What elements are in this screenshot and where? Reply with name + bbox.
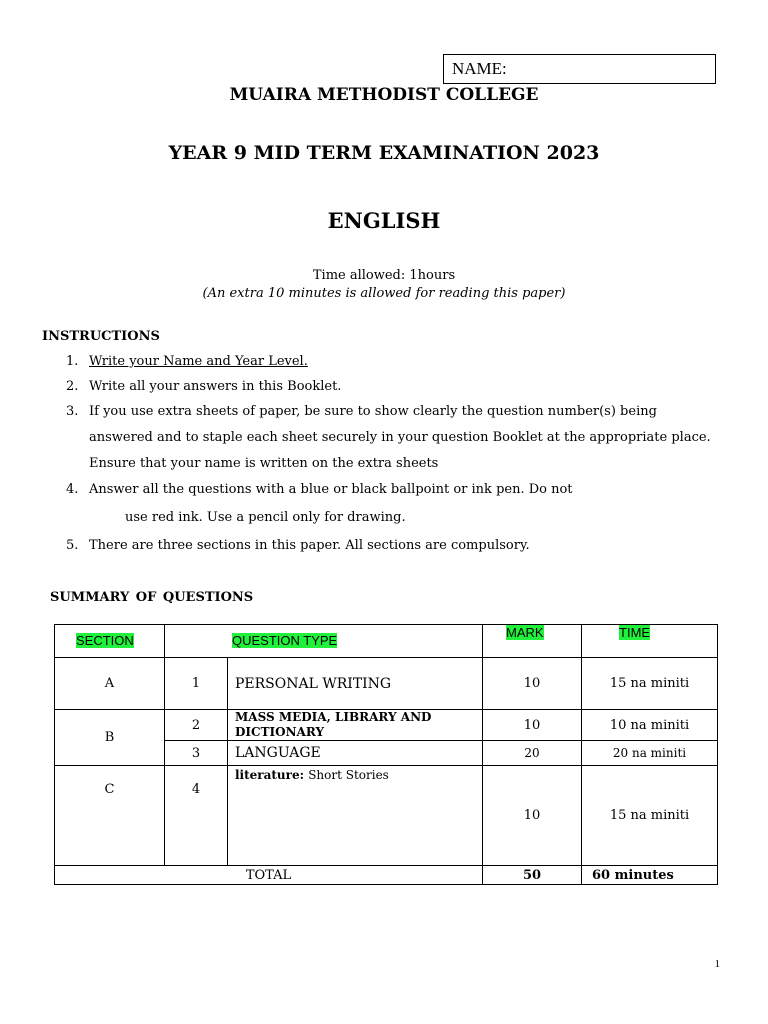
header-cell	[483, 625, 582, 658]
name-label: NAME:	[452, 59, 507, 78]
instruction-text: If you use extra sheets of paper, be sure to show clearly the question number(s) being	[89, 404, 657, 419]
question-number-cell: 3	[165, 741, 228, 766]
header-time: TIME	[619, 625, 651, 640]
subject-title: ENGLISH	[327, 208, 441, 233]
mark-cell: 10	[483, 766, 582, 866]
question-number-cell: 2	[165, 710, 228, 741]
exam-title: YEAR 9 MID TERM EXAMINATION 2023	[168, 142, 600, 164]
header-question-type: QUESTION TYPE	[232, 633, 338, 648]
total-mark-cell: 50	[483, 866, 582, 885]
instructions-heading: INSTRUCTIONS	[42, 329, 160, 344]
question-type-cell	[228, 766, 483, 866]
header-section: SECTION	[76, 633, 134, 648]
question-type-cell: LANGUAGE	[228, 741, 483, 766]
question-number-cell: 1	[165, 658, 228, 710]
mark-cell: 10	[483, 710, 582, 741]
instruction-number: 1.	[66, 354, 79, 369]
instruction-number: 5.	[66, 538, 79, 553]
instruction-text: Write your Name and Year Level.	[89, 354, 308, 369]
question-summary-table	[54, 624, 718, 885]
question-type-cell: MASS MEDIA, LIBRARY AND DICTIONARY	[228, 710, 483, 741]
section-cell: C	[55, 766, 165, 866]
header-cell	[582, 625, 718, 658]
header-mark: MARK	[506, 625, 544, 640]
table-row	[55, 766, 718, 866]
instruction-number: 4.	[66, 482, 79, 497]
summary-heading: SUMMARY OF QUESTIONS	[50, 590, 254, 605]
time-cell: 15 na miniti	[582, 658, 718, 710]
instruction-number: 2.	[66, 379, 79, 394]
table-row	[55, 658, 718, 710]
time-cell: 20 na miniti	[582, 741, 718, 766]
total-time-cell: 60 minutes	[582, 866, 718, 885]
time-allowed: Time allowed: 1hours	[312, 268, 456, 283]
school-name: MUAIRA METHODIST COLLEGE	[229, 85, 539, 105]
instruction-text: use red ink. Use a pencil only for drawing.	[125, 510, 406, 525]
page-number: 1	[714, 958, 720, 970]
instruction-text: Write all your answers in this Booklet.	[89, 379, 342, 394]
name-field[interactable]	[443, 54, 716, 84]
instruction-text: Ensure that your name is written on the extra sheets	[89, 456, 439, 471]
time-cell: 10 na miniti	[582, 710, 718, 741]
instruction-text: There are three sections in this paper. All sections are compulsory.	[89, 538, 530, 553]
header-cell	[165, 625, 483, 658]
instruction-text: Answer all the questions with a blue or black ballpoint or ink pen. Do not	[89, 482, 573, 497]
question-type-cell: PERSONAL WRITING	[228, 658, 483, 710]
instruction-text: answered and to staple each sheet securely in your question Booklet at the appropriate place.	[89, 430, 711, 445]
mark-cell: 20	[483, 741, 582, 766]
mark-cell: 10	[483, 658, 582, 710]
header-cell	[55, 625, 165, 658]
table-header-row	[55, 625, 718, 658]
table-total-row	[55, 866, 718, 885]
question-number-cell: 4	[165, 766, 228, 866]
table-row	[55, 710, 718, 741]
section-cell: A	[55, 658, 165, 710]
reading-time-note: (An extra 10 minutes is allowed for reading this paper)	[202, 286, 566, 301]
time-cell: 15 na miniti	[582, 766, 718, 866]
total-label-cell: TOTAL	[55, 866, 483, 885]
question-type-prefix: literature:	[235, 768, 305, 782]
section-cell: B	[55, 710, 165, 766]
question-type-text: Short Stories	[308, 768, 389, 782]
instruction-number: 3.	[66, 404, 79, 419]
